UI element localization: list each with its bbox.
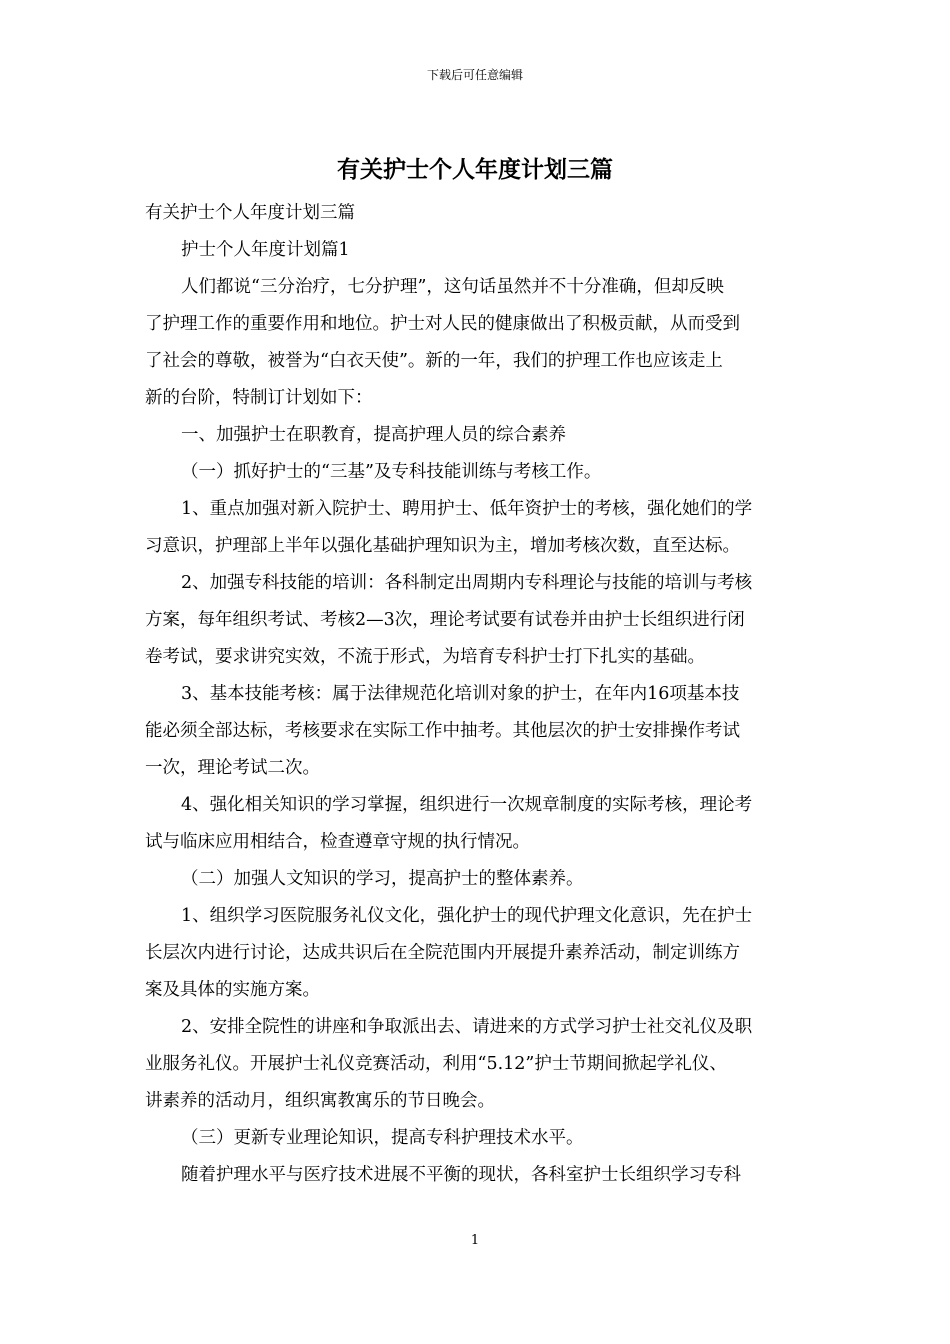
- paragraph-line: 4、强化相关知识的学习掌握，组织进行一次规章制度的实际考核，理论考: [181, 795, 753, 815]
- paragraph-line: 人们都说“三分治疗，七分护理”，这句话虽然并不十分准确，但却反映: [181, 277, 724, 297]
- paragraph-line: 习意识，护理部上半年以强化基础护理知识为主，增加考核次数，直至达标。: [145, 536, 740, 556]
- paragraph-line: 随着护理水平与医疗技术进展不平衡的现状，各科室护士长组织学习专科: [181, 1165, 741, 1185]
- paragraph-line: 1、重点加强对新入院护士、聘用护士、低年资护士的考核，强化她们的学: [181, 499, 753, 519]
- paragraph-line: 了护理工作的重要作用和地位。护士对人民的健康做出了积极贡献，从而受到: [145, 314, 740, 334]
- paragraph-line: 新的台阶，特制订计划如下：: [145, 388, 373, 408]
- paragraph-line: 讲素养的活动月，组织寓教寓乐的节日晚会。: [145, 1091, 495, 1111]
- subheading-line: （一）抓好护士的“三基”及专科技能训练与考核工作。: [181, 462, 602, 482]
- paragraph-line: 2、加强专科技能的培训：各科制定出周期内专科理论与技能的培训与考核: [181, 573, 753, 593]
- paragraph-line: 业服务礼仪。开展护士礼仪竞赛活动，利用“5.12”护士节期间掀起学礼仪、: [145, 1054, 727, 1074]
- paragraph-line: 卷考试，要求讲究实效，不流于形式，为培育专科护士打下扎实的基础。: [145, 647, 705, 667]
- subheading-line: （三）更新专业理论知识，提高专科护理技术水平。: [181, 1128, 584, 1148]
- page-number: 1: [470, 1233, 480, 1248]
- paragraph-line: 方案，每年组织考试、考核2—3次，理论考试要有试卷并由护士长组织进行闭: [145, 610, 745, 630]
- section-heading: 护士个人年度计划篇1: [181, 240, 350, 260]
- paragraph-line: 1、组织学习医院服务礼仪文化，强化护士的现代护理文化意识，先在护士: [181, 906, 753, 926]
- paragraph-line: 试与临床应用相结合，检查遵章守规的执行情况。: [145, 832, 530, 852]
- paragraph-line: 长层次内进行讨论，达成共识后在全院范围内开展提升素养活动，制定训练方: [145, 943, 740, 963]
- document-title: 有关护士个人年度计划三篇: [337, 156, 613, 183]
- subtitle-line: 有关护士个人年度计划三篇: [145, 203, 355, 223]
- paragraph-line: 2、安排全院性的讲座和争取派出去、请进来的方式学习护士社交礼仪及职: [181, 1017, 753, 1037]
- subheading-line: （二）加强人文知识的学习，提高护士的整体素养。: [181, 869, 584, 889]
- paragraph-line: 案及具体的实施方案。: [145, 980, 320, 1000]
- paragraph-line: 3、基本技能考核：属于法律规范化培训对象的护士，在年内16项基本技: [181, 684, 740, 704]
- heading-line: 一、加强护士在职教育，提高护理人员的综合素养: [181, 425, 566, 445]
- paragraph-line: 了社会的尊敬，被誉为“白衣天使”。新的一年，我们的护理工作也应该走上: [145, 351, 723, 371]
- paragraph-line: 能必须全部达标，考核要求在实际工作中抽考。其他层次的护士安排操作考试: [145, 721, 740, 741]
- page-header-note: 下载后可任意编辑: [426, 68, 523, 82]
- paragraph-line: 一次，理论考试二次。: [145, 758, 320, 778]
